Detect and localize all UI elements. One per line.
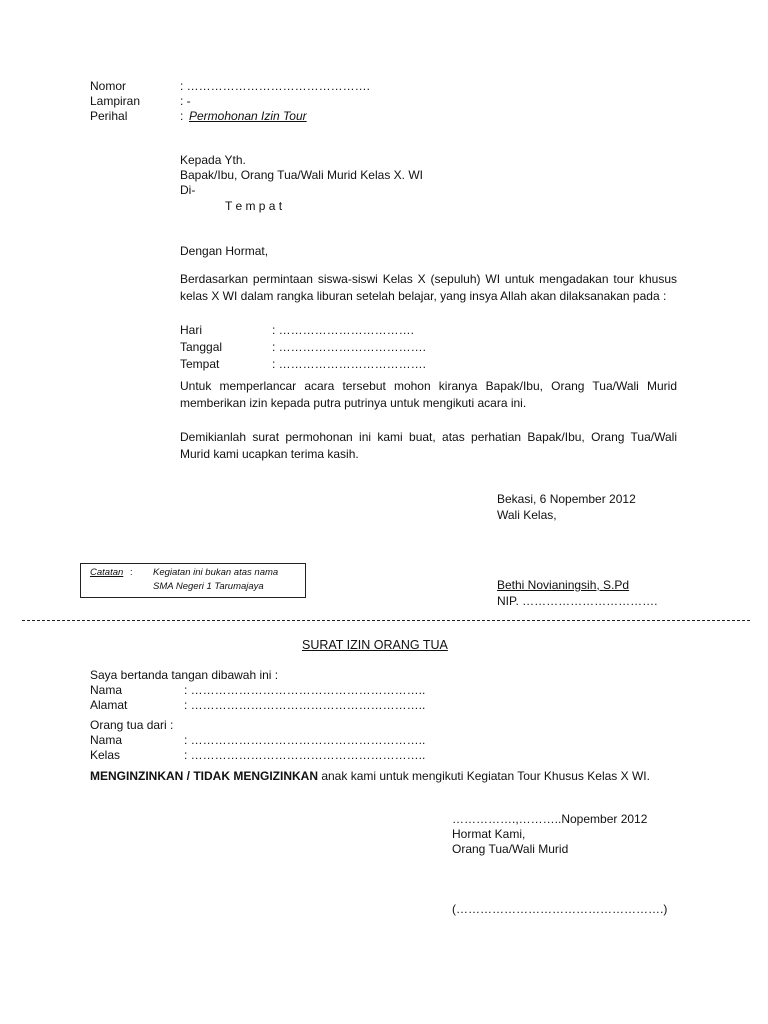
permit-signature-blank: (…………………………………………….) <box>452 902 668 916</box>
permit-decision-rest: anak kami untuk mengikuti Kegiatan Tour Khusus Kelas X WI. <box>318 769 650 783</box>
note-line1: Kegiatan ini bukan atas nama <box>153 567 279 578</box>
detail-hari-label: Hari <box>180 323 203 337</box>
permit-kelas-field: : ………………………………………………….. <box>184 748 426 762</box>
perihal-colon: : <box>180 109 184 123</box>
detail-hari-value: : ……………………………. <box>272 323 415 337</box>
detail-tempat-value: : ………………………………. <box>272 357 427 371</box>
detail-tanggal-label: Tanggal <box>180 340 223 354</box>
nomor-label: Nomor <box>90 79 127 93</box>
permit-nama-field: : ………………………………………………….. <box>184 683 426 697</box>
permit-closing: Hormat Kami, <box>452 827 526 841</box>
permit-alamat-field: : ………………………………………………….. <box>184 698 426 712</box>
recipient-line2: Bapak/Ibu, Orang Tua/Wali Murid Kelas X. WI <box>180 168 423 182</box>
permit-date-line: …………….,………..Nopember 2012 <box>452 812 648 826</box>
perihal-label: Perihal <box>90 109 128 123</box>
recipient-place: T e m p a t <box>225 199 283 213</box>
permit-child-intro: Orang tua dari : <box>90 718 174 732</box>
signer-name: Bethi Novianingsih, S.Pd <box>497 578 630 592</box>
cut-line-divider <box>22 620 750 621</box>
permit-child-nama-field: : ………………………………………………….. <box>184 733 426 747</box>
signer-role: Wali Kelas, <box>497 508 557 522</box>
greeting: Dengan Hormat, <box>180 244 269 258</box>
detail-tempat-label: Tempat <box>180 357 220 371</box>
paragraph-request: Berdasarkan permintaan siswa-siswi Kelas X (sepuluh) WI untuk mengadakan tour khusus kelas X WI dalam rangka liburan setelah belajar, yang insya Allah akan dilaksanakan pada : <box>180 272 677 303</box>
note-label: Catatan <box>90 567 124 578</box>
permit-signer-role: Orang Tua/Wali Murid <box>452 842 569 856</box>
signer-nip: NIP. ……………………………. <box>497 594 658 608</box>
recipient-line1: Kepada Yth. <box>180 153 246 167</box>
lampiran-label: Lampiran <box>90 94 141 108</box>
permit-alamat-label: Alamat <box>90 698 128 712</box>
paragraph-closing: Demikianlah surat permohonan ini kami buat, atas perhatian Bapak/Ibu, Orang Tua/Wali Murid kami ucapkan terima kasih. <box>180 430 677 461</box>
note-box <box>80 563 306 598</box>
permit-kelas-label: Kelas <box>90 748 121 762</box>
permit-title: SURAT IZIN ORANG TUA <box>302 638 448 652</box>
permit-nama-label: Nama <box>90 683 123 697</box>
permit-intro: Saya bertanda tangan dibawah ini : <box>90 668 279 682</box>
permit-child-nama-label: Nama <box>90 733 123 747</box>
detail-tanggal-value: : ………………………………. <box>272 340 427 354</box>
nomor-value: : ………………………………………. <box>180 79 371 93</box>
note-colon: : <box>130 567 133 578</box>
permit-decision <box>90 768 677 785</box>
perihal-value: Permohonan Izin Tour <box>189 109 307 123</box>
paragraph-permission: Untuk memperlancar acara tersebut mohon kiranya Bapak/Ibu, Orang Tua/Wali Murid memberikan izin kepada putra putrinya untuk mengikuti acara ini. <box>180 379 677 410</box>
recipient-line3: Di- <box>180 183 196 197</box>
place-date: Bekasi, 6 Nopember 2012 <box>497 492 636 506</box>
note-line2: SMA Negeri 1 Tarumajaya <box>153 581 264 592</box>
lampiran-value: : - <box>180 94 191 108</box>
permit-decision-bold: MENGINZINKAN / TIDAK MENGIZINKAN <box>90 769 318 783</box>
